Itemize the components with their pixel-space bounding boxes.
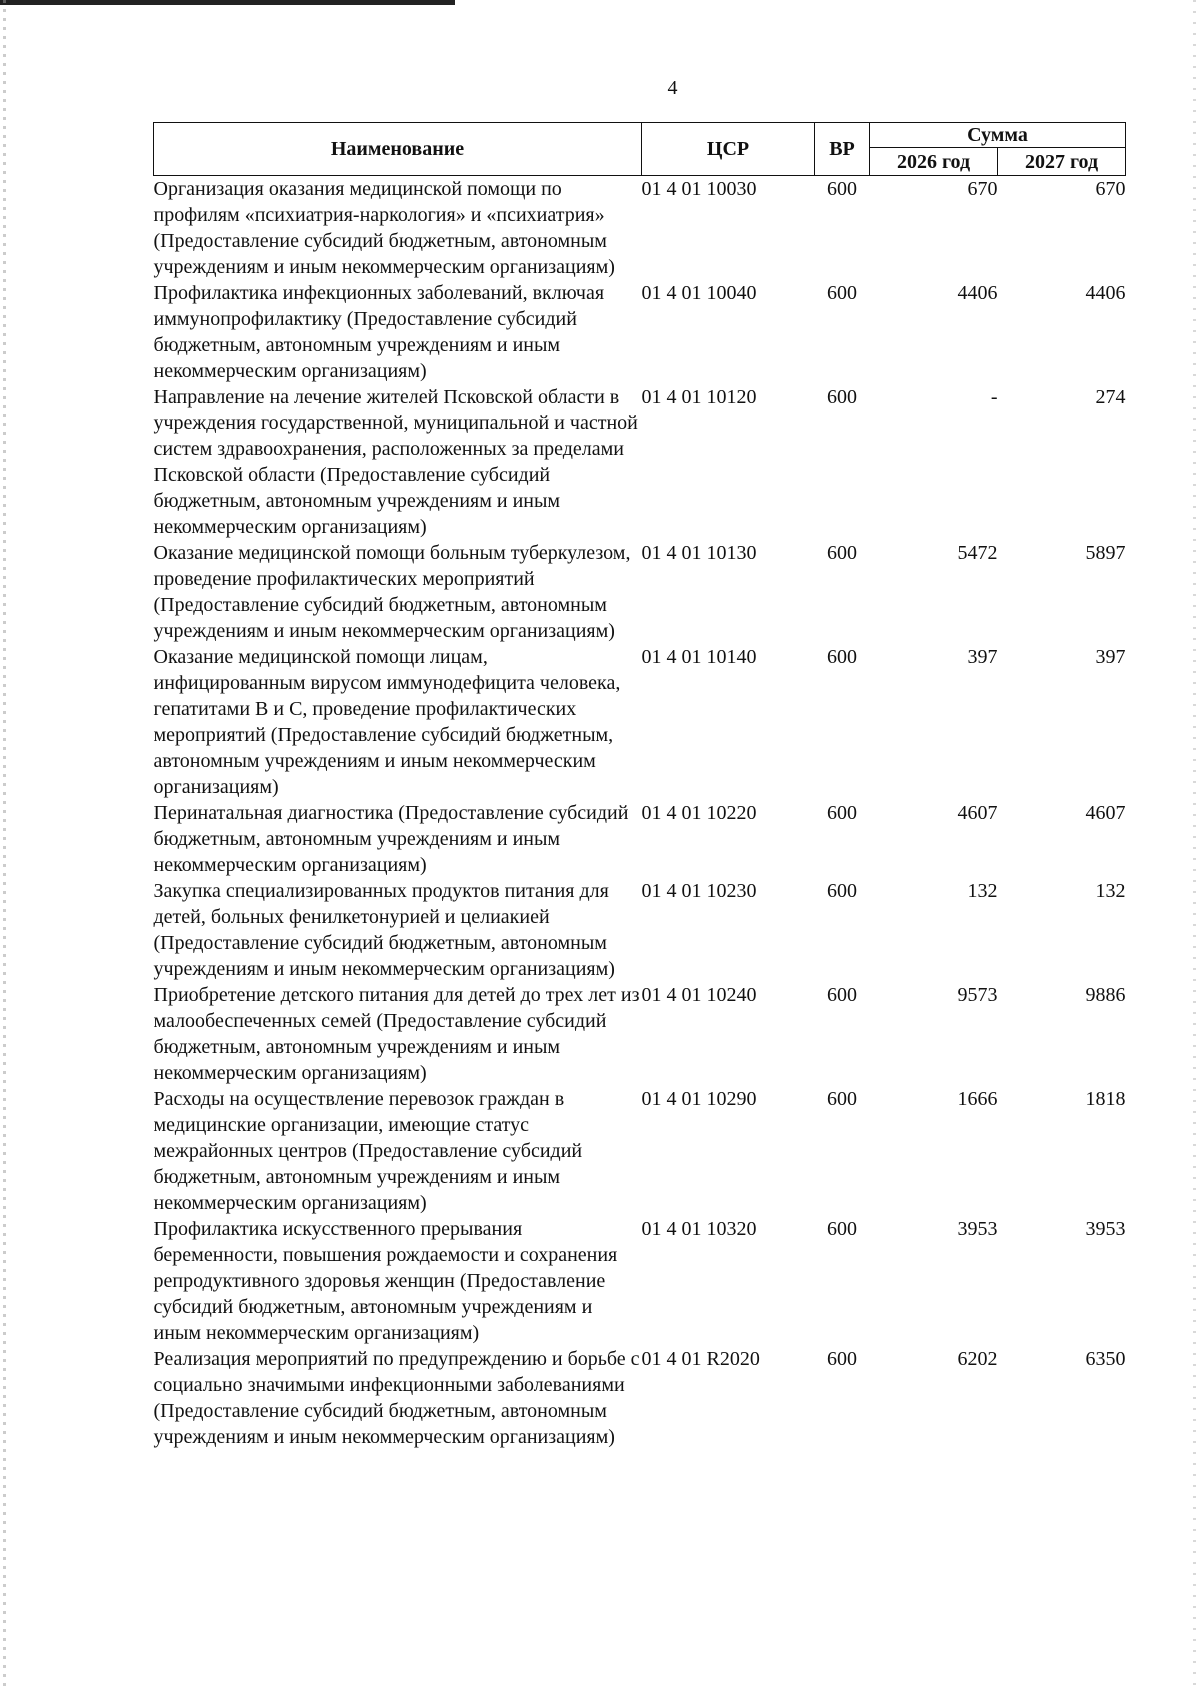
row-name: Направление на лечение жителей Псковской области в учреждения государственной, муниципальной и частной систем здравоохранения, расположенных за пределами Псковской области (Предоставление субсидий бюджетным, автономным учреждениям и иным некоммерческим организациям) (153, 386, 638, 538)
row-sum-2027: 132 (1095, 880, 1126, 902)
row-csr: 01 4 01 10130 (641, 542, 757, 564)
row-csr: 01 4 01 10290 (641, 1088, 757, 1110)
row-csr: 01 4 01 10140 (641, 646, 757, 668)
row-sum-2027: 4607 (1085, 802, 1126, 824)
row-csr: 01 4 01 10120 (641, 386, 757, 408)
row-vr: 600 (827, 646, 857, 668)
row-name: Расходы на осуществление перевозок граждан в медицинские организации, имеющие статус межрайонных центров (Предоставление субсидий бюджетным, автономным учреждениям и иным некоммерческим организациям) (153, 1088, 583, 1214)
scan-top-edge (0, 0, 455, 5)
row-sum-2026: 3953 (957, 1218, 998, 1240)
table-row (154, 1346, 1126, 1450)
row-vr: 600 (827, 880, 857, 902)
row-csr: 01 4 01 10320 (641, 1218, 757, 1240)
row-vr: 600 (827, 1218, 857, 1240)
row-sum-2027: 670 (1095, 178, 1126, 200)
row-sum-2026: 132 (967, 880, 998, 902)
row-sum-2026: 670 (967, 178, 998, 200)
header-year-2026: 2026 год (870, 148, 998, 176)
table-row (154, 1086, 1126, 1216)
table-row (154, 176, 1126, 281)
table-row (154, 384, 1126, 540)
table-row (154, 1216, 1126, 1346)
table-row (154, 644, 1126, 800)
scan-left-edge (3, 0, 6, 1686)
row-name: Оказание медицинской помощи лицам, инфицированным вирусом иммунодефицита человека, гепатитами В и С, проведение профилактических мероприятий (Предоставление субсидий бюджетным, автономным учреждениям и иным некоммерческим организациям) (153, 646, 621, 798)
row-name: Приобретение детского питания для детей до трех лет из малообеспеченных семей (Предоставление субсидий бюджетным, автономным учреждениям и иным некоммерческим организациям) (153, 984, 640, 1084)
row-vr: 600 (827, 386, 857, 408)
budget-table (153, 122, 1126, 1450)
header-vr: ВР (815, 123, 870, 176)
row-name: Профилактика инфекционных заболеваний, включая иммунопрофилактику (Предоставление субсидий бюджетным, автономным учреждениям и иным некоммерческим организациям) (153, 282, 605, 382)
header-csr: ЦСР (642, 123, 815, 176)
row-sum-2026: 1666 (957, 1088, 998, 1110)
row-sum-2026: 397 (967, 646, 998, 668)
page-number: 4 (667, 77, 678, 99)
row-csr: 01 4 01 10040 (641, 282, 757, 304)
row-vr: 600 (827, 542, 857, 564)
row-vr: 600 (827, 802, 857, 824)
row-sum-2026: 9573 (957, 984, 998, 1006)
row-sum-2027: 3953 (1085, 1218, 1126, 1240)
row-sum-2027: 274 (1095, 386, 1126, 408)
row-csr: 01 4 01 10220 (641, 802, 757, 824)
header-year-2027: 2027 год (998, 148, 1126, 176)
row-sum-2027: 4406 (1085, 282, 1126, 304)
row-sum-2026: 4406 (957, 282, 998, 304)
row-vr: 600 (827, 282, 857, 304)
row-csr: 01 4 01 10030 (641, 178, 757, 200)
scan-right-edge (1193, 0, 1196, 1686)
header-name: Наименование (154, 123, 642, 176)
table-row (154, 280, 1126, 384)
row-sum-2027: 5897 (1085, 542, 1126, 564)
row-sum-2026: 6202 (957, 1348, 998, 1370)
row-sum-2027: 9886 (1085, 984, 1126, 1006)
row-sum-2026: 4607 (957, 802, 998, 824)
row-sum-2027: 1818 (1085, 1088, 1126, 1110)
row-name: Организация оказания медицинской помощи по профилям «психиатрия-наркология» и «психиатрия» (Предоставление субсидий бюджетным, автономным учреждениям и иным некоммерческим организациям) (153, 178, 615, 278)
row-csr: 01 4 01 10240 (641, 984, 757, 1006)
table-row (154, 540, 1126, 644)
row-sum-2026: - (990, 386, 998, 408)
row-csr: 01 4 01 R2020 (641, 1348, 760, 1370)
row-name: Оказание медицинской помощи больным туберкулезом, проведение профилактических мероприятий (Предоставление субсидий бюджетным, автономным учреждениям и иным некоммерческим организациям) (153, 542, 631, 642)
row-csr: 01 4 01 10230 (641, 880, 757, 902)
table-row (154, 982, 1126, 1086)
row-vr: 600 (827, 1088, 857, 1110)
row-name: Перинатальная диагностика (Предоставление субсидий бюджетным, автономным учреждениям и иным некоммерческим организациям) (153, 802, 629, 876)
row-sum-2027: 6350 (1085, 1348, 1126, 1370)
row-vr: 600 (827, 1348, 857, 1370)
row-sum-2027: 397 (1095, 646, 1126, 668)
table-row (154, 800, 1126, 878)
row-sum-2026: 5472 (957, 542, 998, 564)
row-name: Реализация мероприятий по предупреждению и борьбе с социально значимыми инфекционными заболеваниями (Предоставление субсидий бюджетным, автономным учреждениям и иным некоммерческим организациям) (153, 1348, 640, 1448)
row-vr: 600 (827, 984, 857, 1006)
header-sum: Сумма (870, 123, 1126, 148)
table-row (154, 878, 1126, 982)
row-name: Профилактика искусственного прерывания беременности, повышения рождаемости и сохранения репродуктивного здоровья женщин (Предоставление субсидий бюджетным, автономным учреждениям и иным некоммерческим организациям) (153, 1218, 618, 1344)
table-header (154, 123, 1126, 176)
table-body (154, 176, 1126, 1451)
row-name: Закупка специализированных продуктов питания для детей, больных фенилкетонурией и целиакией (Предоставление субсидий бюджетным, автономным учреждениям и иным некоммерческим организациям) (153, 880, 615, 980)
row-vr: 600 (827, 178, 857, 200)
